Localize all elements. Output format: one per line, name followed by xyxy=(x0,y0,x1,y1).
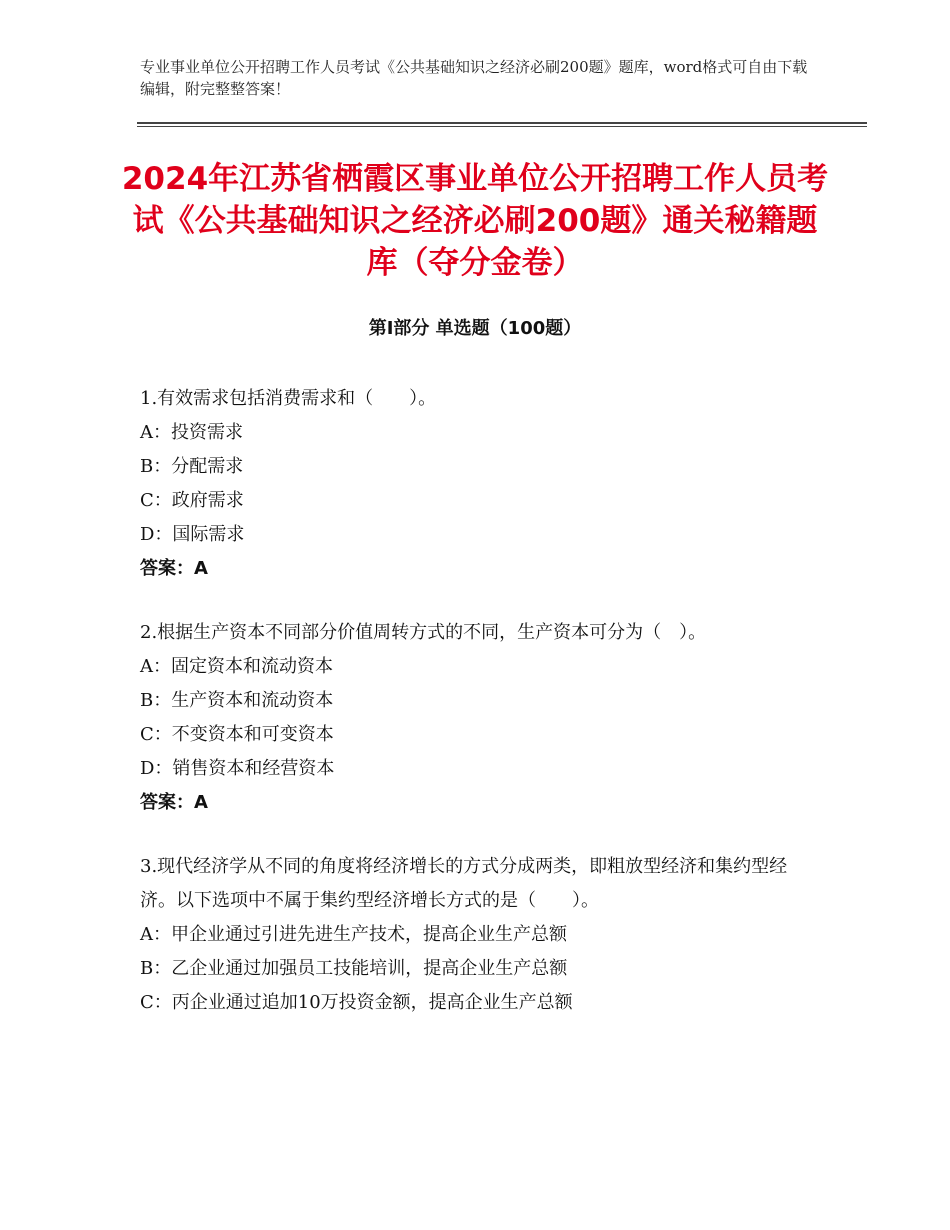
question-1 xyxy=(140,382,820,586)
question-stem: 3.现代经济学从不同的角度将经济增长的方式分成两类，即粗放型经济和集约型经济。以下选项中不属于集约型经济增长方式的是（ ）。 xyxy=(140,856,788,911)
document-title: 2024年江苏省栖霞区事业单位公开招聘工作人员考试《公共基础知识之经济必刷200题》通关秘籍题库（夺分金卷） xyxy=(121,161,829,281)
question-stem: 2.根据生产资本不同部分价值周转方式的不同，生产资本可分为（ ）。 xyxy=(140,622,707,643)
section-title: 第Ⅰ部分 单选题（100题） xyxy=(368,318,582,339)
option-c: C：政府需求 xyxy=(140,490,244,511)
option-b: B：乙企业通过加强员工技能培训，提高企业生产总额 xyxy=(140,958,568,979)
option-b: B：分配需求 xyxy=(140,456,244,477)
option-a: A：固定资本和流动资本 xyxy=(140,656,333,677)
option-c: C：丙企业通过追加10万投资金额，提高企业生产总额 xyxy=(140,992,573,1013)
option-d: D：国际需求 xyxy=(140,524,245,545)
question-3 xyxy=(140,850,820,1020)
option-b: B：生产资本和流动资本 xyxy=(140,690,334,711)
answer: 答案：A xyxy=(140,792,208,813)
answer: 答案：A xyxy=(140,558,208,579)
question-list xyxy=(140,382,820,1050)
header-note: 专业事业单位公开招聘工作人员考试《公共基础知识之经济必刷200题》题库，word格式可自由下载编辑，附完整整答案！ xyxy=(140,58,808,98)
question-2 xyxy=(140,616,820,820)
option-a: A：甲企业通过引进先进生产技术，提高企业生产总额 xyxy=(140,924,567,945)
option-d: D：销售资本和经营资本 xyxy=(140,758,335,779)
header-rule-top xyxy=(137,122,867,124)
header-rule-bottom xyxy=(137,126,867,127)
option-c: C：不变资本和可变资本 xyxy=(140,724,334,745)
option-a: A：投资需求 xyxy=(140,422,243,443)
question-stem: 1.有效需求包括消费需求和（ ）。 xyxy=(140,388,437,409)
